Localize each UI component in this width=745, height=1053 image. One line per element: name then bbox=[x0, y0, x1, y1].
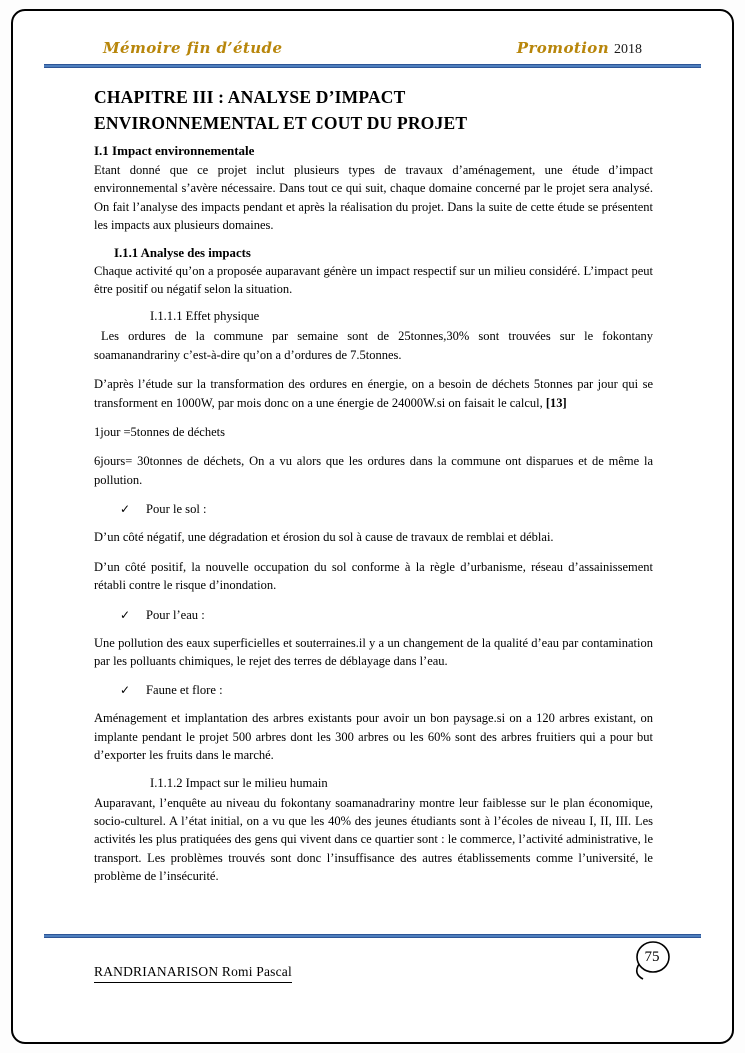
header-right bbox=[517, 39, 642, 58]
bullet-label-faune: Faune et flore : bbox=[146, 683, 223, 698]
header-left-title: Mémoire fin d’étude bbox=[103, 39, 283, 57]
document-body bbox=[13, 68, 732, 886]
page-number: 75 bbox=[644, 949, 660, 965]
citation-ref: [13] bbox=[545, 395, 567, 410]
section-heading-analyse-des-impacts: I.1.1 Analyse des impacts bbox=[114, 245, 251, 260]
chapter-title-line2: ENVIRONNEMENTAL ET COUT DU PROJET bbox=[94, 113, 468, 133]
bullet-label-eau: Pour l’eau : bbox=[146, 607, 205, 622]
checkmark-icon: ✓ bbox=[120, 502, 131, 517]
page-header bbox=[103, 39, 642, 58]
paragraph-transformation bbox=[94, 375, 653, 412]
bullet-label-sol: Pour le sol : bbox=[146, 502, 207, 517]
paragraph-eau: Une pollution des eaux superficielles et souterraines.il y a un changement de la qualité d’eau par contamination par les polluants chimiques, le rejet des terres de déblayage dans l’eau. bbox=[94, 635, 653, 668]
chapter-title-line1: CHAPITRE III : ANALYSE D’IMPACT bbox=[94, 87, 406, 107]
header-promotion: Promotion bbox=[516, 39, 609, 57]
section-heading-effet-physique: I.1.1.1 Effet physique bbox=[150, 309, 260, 324]
paragraph-sol-negatif: D’un côté négatif, une dégradation et érosion du sol à cause de travaux de remblai et déblai. bbox=[94, 530, 554, 545]
paragraph-ordures: Les ordures de la commune par semaine sont de 25tonnes,30% sont trouvées sur le fokontany soamanandrariny c’est-à-dire qu’on a d’ordures de 7.5tonnes. bbox=[94, 329, 653, 362]
page-number-badge bbox=[628, 940, 676, 988]
paragraph-1jour: 1jour =5tonnes de déchets bbox=[94, 425, 225, 440]
paragraph-milieu-humain: Auparavant, l’enquête au niveau du fokontany soamanadrariny montre leur faiblesse sur le plan économique, socio-culturel. A l’état initial, on a vu que les 40% des jeunes étudiants sont à l’écoles de niveau I, II, III. Les activités les plus pratiquées des gens qui vivent dans ce quartier sont : le commerce, l’activité administrative, le transport. Les problèmes trouvés sont donc l’insuffisance des autres établissements comme l’université, le problème de l’insécurité. bbox=[94, 795, 653, 884]
paragraph-faune: Aménagement et implantation des arbres existants pour avoir un bon paysage.si on a 120 arbres existant, on implante pendant le projet 500 arbres dont les 300 arbres ou les 60% sont des arbres fruitiers qui a pour but d’exporter les fruits dans le marché. bbox=[94, 711, 653, 763]
chapter-title bbox=[94, 84, 653, 136]
paragraph-transformation-text: D’après l’étude sur la transformation des ordures en énergie, on a besoin de déchets 5tonnes par jour qui se transforment en 1000W, par mois donc on a une énergie de 24000W.si on faisait le calcul, bbox=[94, 377, 653, 410]
header-year: 2018 bbox=[614, 42, 642, 57]
footer-author: RANDRIANARISON Romi Pascal bbox=[94, 964, 292, 983]
checkmark-icon: ✓ bbox=[120, 683, 131, 698]
bullet-item-faune bbox=[120, 681, 653, 699]
checkmark-icon: ✓ bbox=[120, 607, 131, 622]
section-heading-milieu-humain: I.1.1.2 Impact sur le milieu humain bbox=[150, 775, 328, 790]
paragraph-analyse-intro: Chaque activité qu’on a proposée auparavant génère un impact respectif sur un milieu considéré. L’impact peut être positif ou négatif selon la situation. bbox=[94, 263, 653, 297]
section-heading-impact-environnementale: I.1 Impact environnementale bbox=[94, 143, 255, 158]
bullet-item-sol bbox=[120, 500, 653, 518]
paragraph-sol-positif: D’un côté positif, la nouvelle occupation du sol conforme à la règle d’urbanisme, réseau d’assainissement rétabli contre le risque d’inondation. bbox=[94, 559, 653, 593]
footer-row bbox=[13, 938, 732, 988]
bullet-item-eau bbox=[120, 606, 653, 624]
page-footer bbox=[13, 934, 732, 1042]
paragraph-6jours: 6jours= 30tonnes de déchets, On a vu alors que les ordures dans la commune ont disparues et de même la pollution. bbox=[94, 454, 653, 487]
paragraph-intro: Etant donné que ce projet inclut plusieurs types de travaux d’aménagement, une étude d’impact environnemental s’avère nécessaire. Dans tout ce qui suit, chaque domaine concerné par le projet sera analysé. On fait l’analyse des impacts pendant et après la réalisation du projet. Dans la suite de cette étude se présentent les impacts aux plusieurs domaines. bbox=[94, 163, 653, 233]
page-frame bbox=[11, 9, 734, 1044]
